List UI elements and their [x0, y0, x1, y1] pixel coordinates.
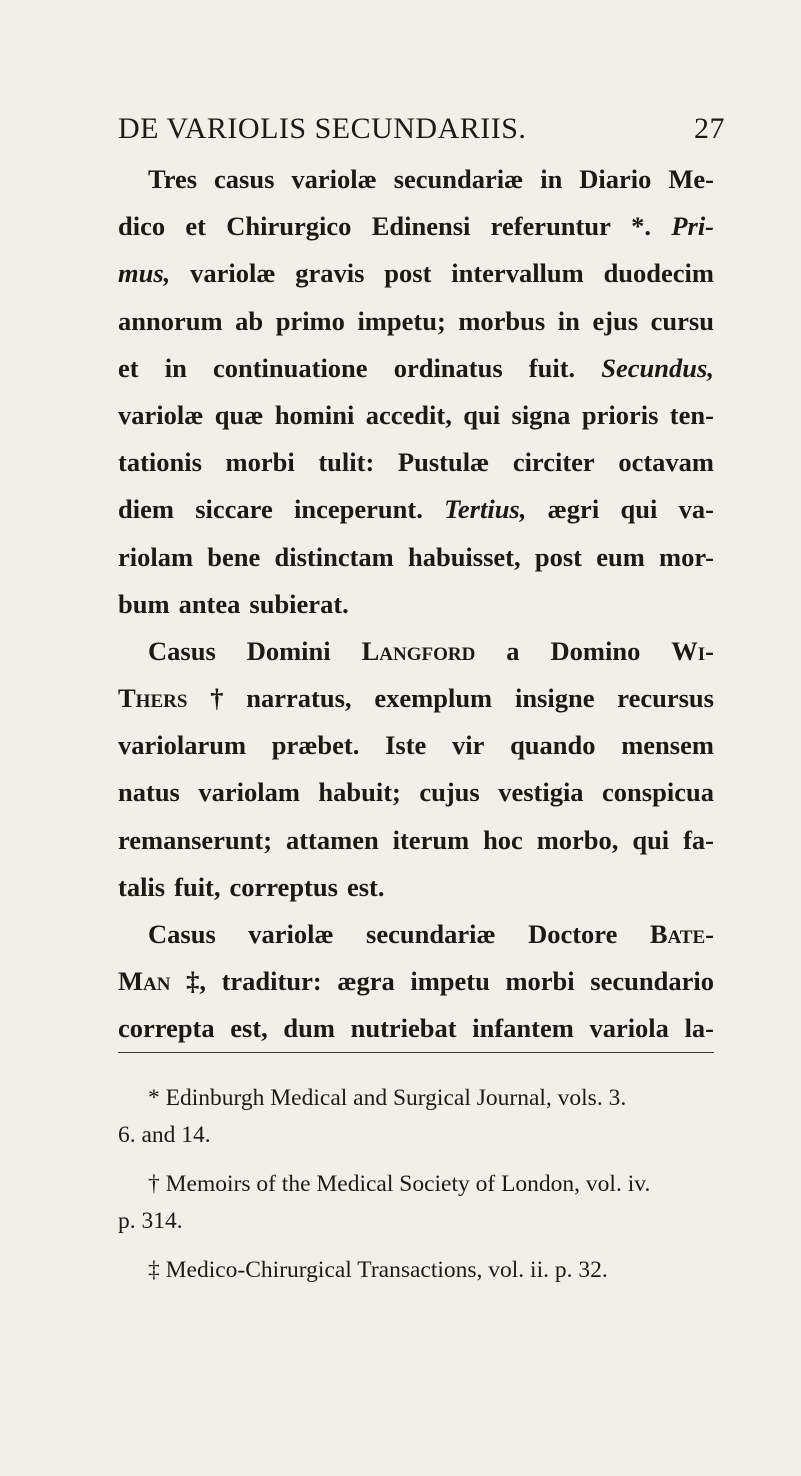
word: qui — [632, 824, 670, 855]
word: fuit. — [528, 352, 576, 383]
word: conspicua — [602, 777, 714, 808]
word: Doctore — [528, 919, 618, 949]
word: subierat. — [249, 588, 349, 619]
word: præbet. — [271, 730, 360, 761]
text-line — [118, 534, 714, 581]
word: variolæ — [118, 399, 204, 430]
word: Iste — [385, 730, 427, 761]
word: post — [384, 258, 432, 289]
text-line — [118, 769, 714, 816]
footnote-text: † Memoirs of the Medical Society of London, vol. iv. — [148, 1171, 651, 1197]
text-line — [118, 864, 714, 911]
word: mor- — [659, 541, 714, 572]
word: † — [210, 683, 224, 714]
word: Edinensi — [371, 211, 471, 242]
word: variolæ — [190, 258, 276, 289]
word: et — [118, 352, 139, 383]
text-line — [118, 156, 714, 203]
word: riolam — [118, 541, 194, 572]
word: ten- — [669, 399, 714, 430]
word: continuatione — [212, 352, 368, 383]
word: recursus — [617, 683, 714, 714]
text-line — [118, 675, 714, 722]
word: mus, — [118, 258, 171, 289]
word: natus — [118, 777, 180, 808]
word: quæ — [214, 399, 264, 430]
footnote-text: * Edinburgh Medical and Surgical Journal, vols. 3. — [148, 1085, 627, 1111]
text-line — [118, 722, 714, 769]
word: talis — [118, 871, 166, 902]
word: secundariæ — [366, 919, 496, 949]
word: Tres — [148, 164, 198, 194]
footnote — [118, 1252, 714, 1289]
word: impetu; — [357, 305, 446, 336]
word: antea — [178, 588, 241, 619]
word: Secundus, — [601, 352, 714, 383]
word: insigne — [514, 683, 595, 714]
footnotes — [118, 1080, 714, 1301]
word: traditur: — [221, 966, 322, 997]
word: *. — [631, 211, 652, 242]
word: attamen — [285, 824, 379, 855]
word: remanserunt; — [118, 824, 273, 855]
word: Chirurgico — [226, 211, 352, 242]
word: qui — [463, 399, 501, 430]
word: quando — [510, 730, 596, 761]
word: variolæ — [291, 164, 377, 194]
word: primo — [275, 305, 345, 336]
text-line — [118, 911, 714, 958]
word: Casus — [148, 919, 216, 949]
word: a — [506, 635, 520, 666]
word: annorum — [118, 305, 223, 336]
word: morbo, — [536, 824, 619, 855]
word: qui — [620, 494, 658, 525]
word: tationis — [118, 447, 202, 478]
word: ægri — [547, 494, 600, 525]
word: morbi — [225, 447, 295, 478]
word: Wi- — [671, 635, 714, 666]
text-line — [118, 250, 714, 297]
word: eum — [596, 541, 645, 572]
word: iterum — [392, 824, 470, 855]
word: Pustulæ — [397, 447, 490, 478]
word: vir — [451, 730, 485, 761]
word: secundariæ — [393, 164, 524, 194]
text-line — [118, 345, 714, 392]
word: post — [534, 541, 582, 572]
word: intervallum — [451, 258, 584, 289]
page-number: 27 — [694, 112, 725, 145]
word: fuit, — [174, 871, 221, 902]
word: variolæ — [248, 919, 334, 949]
word: correptus — [229, 871, 338, 902]
text-line — [118, 392, 714, 439]
word: bum — [118, 588, 170, 619]
word: ejus — [592, 305, 639, 336]
word: dico — [118, 211, 166, 242]
word: la- — [684, 1013, 714, 1044]
word: Tertius, — [444, 494, 527, 525]
word: nutriebat — [350, 1013, 457, 1044]
word: bene — [207, 541, 261, 572]
word: Man — [118, 966, 171, 997]
footnote-text: ‡ Medico-Chirurgical Transactions, vol. ii. p. 32. — [148, 1257, 608, 1283]
word: in — [540, 164, 563, 194]
word: narratus, — [246, 683, 352, 714]
word: morbi — [505, 966, 575, 997]
word: ab — [235, 305, 264, 336]
footnote — [118, 1166, 714, 1240]
word: ægra — [337, 966, 395, 997]
word: octavam — [618, 447, 714, 478]
word: Casus — [148, 635, 216, 666]
word: exemplum — [374, 683, 493, 714]
word: morbus — [458, 305, 546, 336]
word: duodecim — [603, 258, 714, 289]
text-line — [118, 439, 714, 486]
word: variolarum — [118, 730, 247, 761]
text-line — [118, 581, 714, 628]
text-line — [118, 817, 714, 864]
word: va- — [678, 494, 714, 525]
word: vestigia — [498, 777, 584, 808]
word: cursu — [650, 305, 714, 336]
word: diem — [118, 494, 174, 525]
footnote-rule — [118, 1052, 714, 1053]
word: infantem — [472, 1013, 574, 1044]
word: Langford — [361, 635, 476, 666]
word: et — [185, 211, 206, 242]
word: in — [557, 305, 580, 336]
word: accedit, — [365, 399, 452, 430]
text-line — [118, 203, 714, 250]
text-line — [118, 628, 714, 675]
text-line — [118, 958, 714, 1005]
word: tulit: — [318, 447, 375, 478]
word: prioris — [581, 399, 659, 430]
word: est. — [346, 871, 385, 902]
word: ordinatus — [393, 352, 503, 383]
word: inceperunt. — [294, 494, 423, 525]
word: referuntur — [490, 211, 611, 242]
word: Pri- — [671, 211, 714, 242]
word: est, — [230, 1013, 268, 1044]
footnote-continuation: 6. and 14. — [118, 1122, 211, 1148]
text-line — [118, 486, 714, 533]
word: gravis — [295, 258, 365, 289]
word: secundario — [590, 966, 714, 997]
word: correpta — [118, 1013, 215, 1044]
text-line — [118, 1005, 714, 1052]
word: variolam — [198, 777, 300, 808]
word: Domini — [246, 635, 331, 666]
word: mensem — [621, 730, 714, 761]
word: Domino — [550, 635, 641, 666]
footnote — [118, 1080, 714, 1154]
word: Thers — [118, 683, 188, 714]
word: variola — [589, 1013, 669, 1044]
word: Bate- — [649, 919, 714, 949]
word: in — [164, 352, 187, 383]
word: dum — [283, 1013, 335, 1044]
word: impetu — [410, 966, 490, 997]
word: habuit; — [318, 777, 401, 808]
text-line — [118, 298, 714, 345]
word: hoc — [483, 824, 523, 855]
word: fa- — [683, 824, 714, 855]
word: ‡, — [186, 966, 206, 997]
word: Me- — [668, 164, 714, 194]
footnote-continuation: p. 314. — [118, 1208, 183, 1234]
word: habuisset, — [407, 541, 521, 572]
main-text — [118, 156, 714, 1053]
word: circiter — [512, 447, 595, 478]
word: cujus — [419, 777, 480, 808]
running-title: DE VARIOLIS SECUNDARIIS. — [118, 112, 527, 145]
word: casus — [214, 164, 275, 194]
word: homini — [274, 399, 355, 430]
word: Diario — [579, 164, 652, 194]
word: signa — [511, 399, 571, 430]
word: distinctam — [274, 541, 394, 572]
word: siccare — [195, 494, 273, 525]
